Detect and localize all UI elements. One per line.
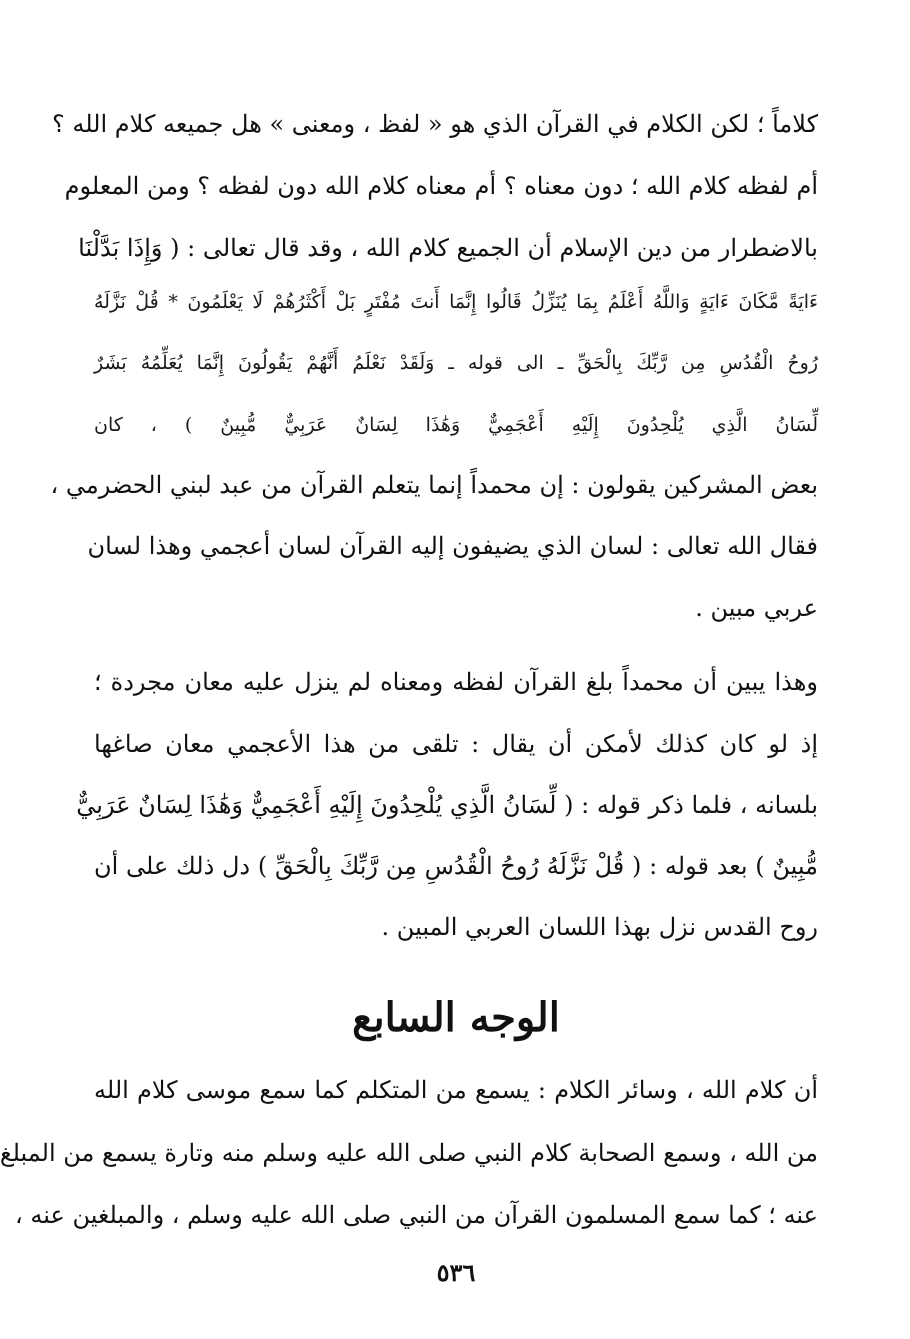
text-line: كلاماً ؛ لكن الكلام في القرآن الذي هو « لفظ ، ومعنى » هل جميعه كلام الله ؟: [51, 110, 818, 138]
text-line: وهذا يبين أن محمداً بلغ القرآن لفظه ومعناه لم ينزل عليه معان مجردة ؛: [94, 668, 818, 696]
document-page: [2, 0, 910, 1339]
text-line: أم لفظه كلام الله ؛ دون معناه ؟ أم معناه كلام الله دون لفظه ؟ ومن المعلوم: [64, 172, 818, 200]
text-line: فقال الله تعالى : لسان الذي يضيفون إليه القرآن لسان أعجمي وهذا لسان: [87, 532, 818, 560]
text-line: من الله ، وسمع الصحابة كلام النبي صلى الله عليه وسلم منه وتارة يسمع من المبلغ: [0, 1139, 818, 1167]
text-line: عنه ؛ كما سمع المسلمون القرآن من النبي صلى الله عليه وسلم ، والمبلغين عنه ،: [15, 1201, 818, 1229]
quran-verse-line: رُوحُ الْقُدُسِ مِن رَّبِّكَ بِالْحَقِّ ـ الى قوله ـ وَلَقَدْ نَعْلَمُ أَنَّهُمْ يَقُولُونَ إِنَّمَا يُعَلِّمُهُ بَشَرٌ: [94, 352, 818, 374]
text-line: إذ لو كان كذلك لأمكن أن يقال : تلقى من هذا الأعجمي معان صاغها: [94, 730, 818, 758]
page-number: ٥٣٦: [436, 1258, 476, 1287]
quran-verse-line: لِّسَانُ الَّذِي يُلْحِدُونَ إِلَيْهِ أَعْجَمِيٌّ وَهَٰذَا لِسَانٌ عَرَبِيٌّ مُّبِينٌ ) ، كان: [94, 414, 818, 436]
text-line: بعض المشركين يقولون : إن محمداً إنما يتعلم القرآن من عبد لبني الحضرمي ،: [50, 471, 818, 499]
text-line: بالاضطرار من دين الإسلام أن الجميع كلام الله ، وقد قال تعالى : ( وَإِذَا بَدَّلْنَا: [78, 234, 818, 262]
text-line: روح القدس نزل بهذا اللسان العربي المبين .: [381, 913, 818, 941]
text-line: بلسانه ، فلما ذكر قوله : ( لِّسَانُ الَّذِي يُلْحِدُونَ إِلَيْهِ أَعْجَمِيٌّ وَهَٰذَا لِسَانٌ عَرَبِيٌّ: [76, 791, 818, 819]
section-heading: الوجه السابع: [352, 994, 560, 1041]
text-line: عربي مبين .: [695, 594, 818, 622]
text-line: مُّبِينٌ ) بعد قوله : ( قُلْ نَزَّلَهُ رُوحُ الْقُدُسِ مِن رَّبِّكَ بِالْحَقِّ ) دل ذلك على أن: [94, 852, 818, 880]
quran-verse-line: ءَايَةً مَّكَانَ ءَايَةٍ وَاللَّهُ أَعْلَمُ بِمَا يُنَزِّلُ قَالُوا إِنَّمَا أَنتَ مُفْتَرٍ بَلْ أَكْثَرُهُمْ لَا يَعْلَمُونَ * قُلْ نَزَّلَهُ: [94, 291, 818, 313]
text-line: أن كلام الله ، وسائر الكلام : يسمع من المتكلم كما سمع موسى كلام الله: [94, 1076, 818, 1104]
